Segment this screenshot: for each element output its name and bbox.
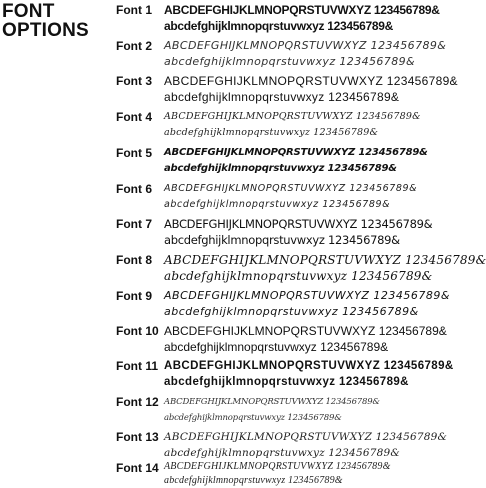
font-label: Font 10: [116, 324, 159, 338]
font-sample: [164, 145, 446, 177]
uppercase-sample: ABCDEFGHIJKLMNOPQRSTUVWXYZ 123456789&: [164, 461, 391, 472]
uppercase-sample: ABCDEFGHIJKLMNOPQRSTUVWXYZ 123456789&: [164, 397, 380, 407]
font-sample: [164, 252, 486, 284]
font-sample: [164, 394, 446, 426]
font-option-6: [0, 181, 446, 215]
font-option-13: [0, 429, 446, 463]
font-sample: [164, 2, 446, 34]
font-option-1: [0, 2, 446, 36]
font-label: Font 14: [116, 461, 159, 475]
font-label: Font 2: [116, 39, 152, 53]
lowercase-sample: abcdefghijklmnopqrstuvwxyz 123456789&: [164, 269, 433, 283]
font-option-4: [0, 109, 446, 143]
font-option-3: [0, 73, 458, 107]
font-sample: [164, 288, 450, 320]
font-option-2: [0, 38, 446, 72]
font-label: Font 8: [116, 253, 152, 267]
font-label: Font 4: [116, 110, 152, 124]
font-label: Font 5: [116, 146, 152, 160]
lowercase-sample: abcdefghijklmnopqrstuvwxyz 123456789&: [164, 90, 400, 104]
lowercase-sample: abcdefghijklmnopqrstuvwxyz 123456789&: [164, 199, 391, 210]
uppercase-sample: ABCDEFGHIJKLMNOPQRSTUVWXYZ 123456789&: [164, 74, 458, 88]
font-sample: [164, 358, 454, 390]
font-option-14: [0, 460, 446, 488]
uppercase-sample: ABCDEFGHIJKLMNOPQRSTUVWXYZ 123456789&: [164, 183, 418, 194]
heading-line-2: OPTIONS: [2, 20, 89, 41]
heading-line-1: FONT: [2, 1, 55, 22]
font-sample: [164, 429, 446, 461]
uppercase-sample: ABCDEFGHIJKLMNOPQRSTUVWXYZ 123456789&: [164, 39, 447, 52]
uppercase-sample: ABCDEFGHIJKLMNOPQRSTUVWXYZ 123456789&: [164, 111, 421, 122]
font-sample: [164, 38, 446, 70]
lowercase-sample: abcdefghijklmnopqrstuvwxyz 123456789&: [164, 447, 400, 459]
uppercase-sample: ABCDEFGHIJKLMNOPQRSTUVWXYZ 123456789&: [164, 360, 454, 372]
font-sample: [164, 73, 458, 105]
lowercase-sample: abcdefghijklmnopqrstuvwxyz 123456789&: [164, 127, 379, 138]
font-label: Font 3: [116, 74, 152, 88]
lowercase-sample: abcdefghijklmnopqrstuvwxyz 123456789&: [164, 475, 343, 486]
uppercase-sample: ABCDEFGHIJKLMNOPQRSTUVWXYZ 123456789&: [164, 3, 440, 17]
font-label: Font 6: [116, 182, 152, 196]
font-label: Font 9: [116, 289, 152, 303]
lowercase-sample: abcdefghijklmnopqrstuvwxyz 123456789&: [164, 233, 400, 247]
font-label: Font 12: [116, 395, 159, 409]
lowercase-sample: abcdefghijklmnopqrstuvwxyz 123456789&: [164, 413, 342, 423]
font-label: Font 13: [116, 430, 159, 444]
lowercase-sample: abcdefghijklmnopqrstuvwxyz 123456789&: [164, 376, 409, 388]
font-sample: [164, 181, 446, 213]
font-label: Font 11: [116, 359, 159, 373]
font-label: Font 1: [116, 3, 152, 17]
font-option-8: [0, 252, 486, 286]
uppercase-sample: ABCDEFGHIJKLMNOPQRSTUVWXYZ 123456789&: [164, 324, 447, 338]
font-option-7: [0, 216, 446, 250]
uppercase-sample: ABCDEFGHIJKLMNOPQRSTUVWXYZ 123456789&: [164, 289, 450, 302]
lowercase-sample: abcdefghijklmnopqrstuvwxyz 123456789&: [164, 55, 415, 68]
lowercase-sample: abcdefghijklmnopqrstuvwxyz 123456789&: [164, 305, 419, 318]
font-sample: [164, 109, 446, 141]
uppercase-sample: ABCDEFGHIJKLMNOPQRSTUVWXYZ 123456789&: [164, 147, 428, 158]
font-label: Font 7: [116, 217, 152, 231]
font-option-9: [0, 288, 450, 322]
font-option-12: [0, 394, 446, 428]
lowercase-sample: abcdefghijklmnopqrstuvwxyz 123456789&: [164, 19, 393, 33]
uppercase-sample: ABCDEFGHIJKLMNOPQRSTUVWXYZ 123456789&: [164, 431, 448, 443]
font-option-11: [0, 358, 454, 392]
font-sample: [164, 216, 446, 248]
font-sample: [164, 323, 446, 355]
lowercase-sample: abcdefghijklmnopqrstuvwxyz 123456789&: [164, 340, 389, 354]
lowercase-sample: abcdefghijklmnopqrstuvwxyz 123456789&: [164, 163, 397, 174]
uppercase-sample: ABCDEFGHIJKLMNOPQRSTUVWXYZ 123456789&: [164, 253, 486, 267]
font-sample: [164, 460, 446, 488]
uppercase-sample: ABCDEFGHIJKLMNOPQRSTUVWXYZ 123456789&: [164, 217, 433, 231]
font-option-10: [0, 323, 446, 357]
font-option-5: [0, 145, 446, 179]
